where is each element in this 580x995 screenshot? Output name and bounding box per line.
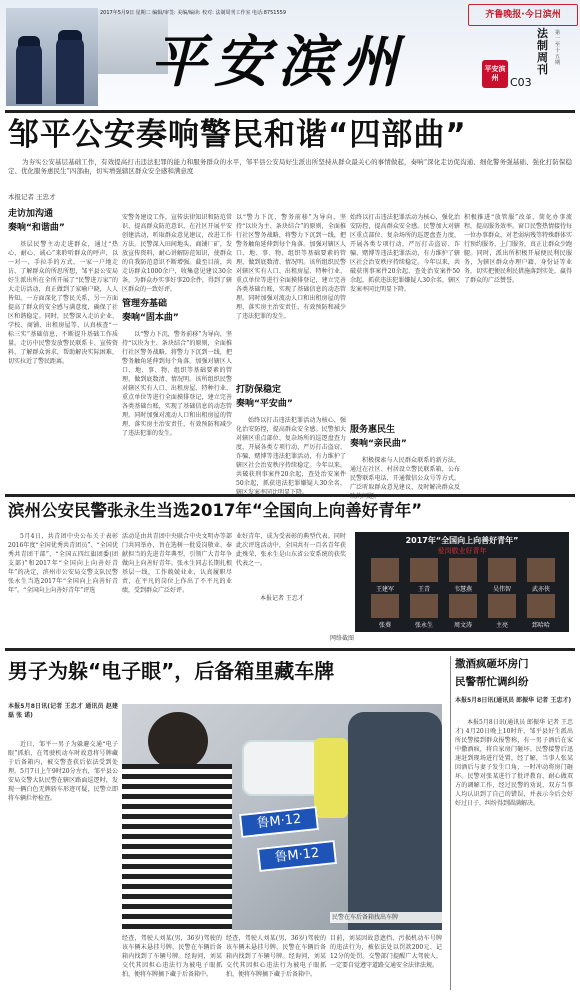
officer-body — [122, 764, 232, 930]
seal-stamp: 平安滨州 — [482, 60, 508, 88]
winner-portrait — [488, 558, 516, 582]
winner-portrait — [410, 594, 438, 618]
winner-portrait — [371, 558, 399, 582]
officer-cap — [58, 30, 82, 40]
winner-name: 周文涛 — [453, 622, 472, 629]
license-plate: 鲁M·12 — [239, 806, 319, 838]
article1-col2: 以“警力下沉，警务前移”为导向，坚持“以块为主、条块结合”的原则，全面推行社区警务战略，将警力下沉到一线，把警务触角延伸到每个角落。加强对辖区人口、地、事、物、组织等基础要素的管理，做到底数清、情况明。该所组织民警对辖区实有人口、出租房屋、特种行业、重点单位等进行全面摸排登记，建立完善各类基础台账，实现了基础信息的动态管理。同时加强对流动人口和出租房屋的管理，落实房主治安责任，有效预防和减少了违法犯罪的发生。 — [122, 331, 232, 437]
article3-headline: 男子为躲“电子眼”，后备箱里藏车牌 — [8, 659, 335, 683]
subhead-1a: 走访加沟通 — [8, 209, 54, 219]
winner-name: 王青 — [417, 586, 430, 593]
page-code: C03 — [510, 76, 532, 89]
subhead-3b: 奏响“平安曲” — [236, 399, 293, 409]
winner-portrait — [371, 594, 399, 618]
article1-byline: 本报记者 王忠才 — [8, 193, 56, 201]
subhead-4a: 服务惠民生 — [350, 425, 396, 435]
article2-headline: 滨州公安民警张永生当选2017年“全国向上向善好青年” — [8, 501, 423, 520]
article2-col2: 活动是由共青团中央联合中央文明办等部门共同举办，旨在选树一批爱岗敬业、奉献担当的先进青年典型，引领广大青年争做向上向善好青年。张永生同志长期扎根基层一线，工作兢兢业业，认真履职尽责，在平凡的岗位上作出了不平凡的业绩，受到群众广泛好评。 — [122, 533, 232, 594]
issue-number: 第一至十五期 — [555, 30, 561, 66]
article3-col4: 目前，刘某因故意遮挡、污损机动车号牌的违法行为，被依法处以罚款200元、记12分的处罚。交警部门提醒广大驾驶人，一定要自觉遵守道路交通安全法律法规。 — [330, 935, 442, 969]
article2-byline: 本报记者 王忠才 — [260, 595, 304, 602]
winner-name: 王建军 — [375, 586, 394, 593]
award-caption: 网络截图 — [330, 635, 355, 642]
brand-logo: 齐鲁晚报·今日滨州 — [468, 4, 578, 26]
winner-name: 吴伟智 — [492, 586, 511, 593]
article2-col3: 业好青年，成为受表彰的典型代表。同时此次评选活动中，全国共有一百名青年获此殊荣，张永生是山东省公安系统的获奖代表之一。 — [236, 533, 346, 567]
article1-col5: 积极推进“放管服”改革，简化办事流程，提高服务效率。窗口民警热情接待每一位办事群众，对老弱病残等特殊群体实行预约服务、上门服务，真正让群众少跑腿。同时，派出所积极开展便民利民服务，为辖区群众办理户籍、身份证等业务，切实把便民利民措施落到实处，赢得了群众的广泛赞誉。 — [464, 214, 573, 284]
article1-col4: 始终以打击违法犯罪活动为核心，强化治安防控，提高群众安全感。民警加大对辖区重点部位、复杂场所的巡逻盘查力度，开展各类专项行动，严厉打击盗窃、诈骗、赌博等违法犯罪活动，有力维护了辖区社会治安秩序持续稳定。今年以来，共破获刑事案件20余起，查处治安案件50余起，抓获违法犯罪嫌疑人30余名，辖区发案率同比明显下降。 — [350, 214, 460, 293]
article3-col3: 经查，驾驶人刘某(男，36岁)驾驶的该车辆未悬挂号牌，民警在车辆后备箱内找到了车辆号牌。经询问，刘某交代其因担心违法行为被电子眼抓拍，便将车牌摘下藏于后备箱中。 — [226, 935, 326, 978]
winner-name: 主亮 — [495, 622, 508, 629]
masthead — [0, 0, 580, 110]
subhead-2b: 奏响“固本曲” — [122, 313, 179, 323]
winner-portrait — [410, 558, 438, 582]
officer-head — [148, 712, 208, 770]
winner-portrait — [449, 558, 477, 582]
subhead-2a: 管理夯基础 — [122, 299, 168, 309]
award-title: 2017年“全国向上向善好青年” — [405, 536, 519, 545]
article1-col4-bottom: 积极探索与人民群众联系的新方法，通过在社区、村居设立警民联系箱，公布民警联系电话，开通微信公众号等方式，广泛听取群众意见建议，及时解决群众反映的问题。 — [350, 457, 460, 500]
section-title: 法制周刊 — [537, 27, 548, 76]
winner-portrait — [449, 594, 477, 618]
winner-portrait — [527, 594, 555, 618]
article4-body: 本报5月8日讯(通讯员 郎振华 记者 王忠才) 4月20日晚上10时许，邹平县好生派出所民警接到群众报警称，有一男子酒后在家中撒酒疯，将自家房门砸坏。民警接警后迅速赶到现场进行处置，经了解，当事人张某因酒后与妻子发生口角，一时冲动将房门砸坏。民警对张某进行了批评教育，耐心做双方的调解工作，经过民警的劝说，双方当事人均认识到了自己的错误，并表示今后会好好过日子，纠纷得到圆满解决。 — [455, 719, 573, 807]
winner-portrait — [527, 558, 555, 582]
subhead-4b: 奏响“亲民曲” — [350, 439, 407, 449]
article1-headline: 邹平公安奏响警民和谐“四部曲” — [8, 117, 467, 153]
article4-subhead: 民警帮忙调纠纷 — [455, 676, 529, 688]
article4-headline: 撒酒疯砸坏房门 — [455, 658, 529, 670]
subhead-1b: 奏响“和谐曲” — [8, 223, 65, 233]
article2-col1: 5月4日，共青团中央公布关于表彰2016年度“全国优秀共青团员”、“全国优秀共青团干部”、“全国五四红旗团委(团支部)”和2017年“全国向上向善好青年”的决定，滨州市公安局交警支队民警张永生当选2017年“全国向上向善好青年”。“全国向上向善好青年”评选 — [8, 533, 118, 594]
section-rule — [5, 648, 575, 651]
article3-byline: 本报5月8日讯(记者 王忠才 通讯员 赵建磊 张 诺) — [8, 703, 118, 719]
winner-name: 武亦侠 — [531, 586, 550, 593]
masthead-title: 平安滨州 — [150, 29, 406, 95]
officer-figure — [16, 42, 42, 104]
license-plate-photo — [122, 704, 442, 930]
section-rule — [5, 494, 575, 497]
winner-name: 韦慧燕 — [453, 586, 472, 593]
police-photo — [6, 8, 98, 106]
winner-name: 张葵 — [378, 622, 391, 629]
masthead-rule — [5, 110, 575, 113]
article1-col3-bottom: 始终以打击违法犯罪活动为核心，强化治安防控，提高群众安全感。民警加大对辖区重点部位、复杂场所的巡逻盘查力度，开展各类专项行动，严厉打击盗窃、诈骗、赌博等违法犯罪活动，有力维护了辖区社会治安秩序持续稳定。今年以来，共破获刑事案件20余起，查处治安案件50余起，抓获违法犯罪嫌疑人30余名，辖区发案率同比明显下降。 — [236, 417, 346, 496]
article3-photo-caption: 民警在车后备箱找出车牌 — [330, 912, 442, 923]
article1-col2-top: 安警务建设工作，宣传法律知识和防范常识，提高群众防范意识，在社区开展平安创建活动，听取群众意见建议，改进工作方法。民警深入田间地头、商铺厂矿，发放宣传资料，耐心讲解防范知识，使群众的自我防范意识不断增强。截至目前，共走访群众1000余户，收集意见建议30余条，为群众办实事好事20余件，得到了辖区群众的一致好评。 — [122, 214, 232, 293]
article4-byline: 本报5月8日讯(通讯员 郎振华 记者 王忠才) — [455, 697, 572, 704]
article3-col1: 近日，邹平一男子为躲避交通“电子眼”抓拍，在驾驶机动车时故意将号牌藏于后备箱内，被交警查获后依法受到处理。5月7日上午9时20分左右，邹平县公安局交警大队民警在辖区路面巡逻时，发现一辆白色无牌轿车形迹可疑，民警立即将车辆拦停检查。 — [8, 741, 118, 802]
winner-portrait — [488, 594, 516, 618]
traffic-officer — [314, 738, 348, 818]
date-line: 2017年5月9日 星期二 编辑/审签: 美编/编读: 校对: 法制周刊工作室 电话:8751559 — [100, 10, 287, 16]
winner-name: 郅哈哈 — [531, 622, 550, 629]
article1-col3: 以“警力下沉，警务前移”为导向，坚持“以块为主、条块结合”的原则，全面推行社区警务战略，将警力下沉到一线，把警务触角延伸到每个角落。加强对辖区人口、地、事、物、组织等基础要素的管理，做到底数清、情况明。该所组织民警对辖区实有人口、出租房屋、特种行业、重点单位等进行全面摸排登记，建立完善各类基础台账，实现了基础信息的动态管理。同时加强对流动人口和出租房屋的管理，落实房主治安责任，有效预防和减少了违法犯罪的发生。 — [236, 214, 346, 320]
winner-name: 张永生 — [414, 622, 433, 629]
officer-figure — [56, 36, 84, 104]
police-officer — [348, 712, 442, 930]
article3-col2: 经查，驾驶人刘某(男，36岁)驾驶的该车辆未悬挂号牌，民警在车辆后备箱内找到了车辆号牌。经询问，刘某交代其因担心违法行为被电子眼抓拍，便将车牌摘下藏于后备箱中。 — [122, 935, 222, 978]
officer-cap — [18, 36, 40, 46]
article1-lead: 为夯实公安基层基础工作，有效提高打击违法犯罪的能力和服务群众的水平，邹平县公安局好生派出所坚持从群众最关心的事情做起，奏响“深化走访促沟通、细化警务强基础、强化打防保稳定、优化服务惠民生”四部曲，切实增强辖区群众安全感和满意度 — [8, 158, 572, 175]
award-subtitle: 爱岗敬业好青年 — [437, 547, 487, 555]
column-divider — [450, 656, 451, 990]
award-photo — [355, 532, 569, 632]
subhead-3a: 打防保稳定 — [236, 385, 282, 395]
article1-col1: 基层民警主动走进群众，通过“热心、耐心、诚心”来聆听群众的呼声，以一对一、手拉手的方式，一家一户地走访，了解群众的所思所想，邹平县公安局好生派出所在全所开展了“民警进万家”的大走访活动，真正做到了家喻户晓，人人皆知。一方面深化了警民关系，另一方面提高了群众的安全感与满意度，确保了社区和谐稳定。同时，民警深入走访企业、学校、商铺、出租房屋等，认真核查“一标三实”基础信息，不断提升基础工作质量。走访中民警发放警民联系卡、宣传资料，了解群众诉求，帮助解决实际困难，切实拉近了警民距离。 — [8, 241, 118, 365]
license-plate: 鲁M·12 — [257, 840, 337, 872]
